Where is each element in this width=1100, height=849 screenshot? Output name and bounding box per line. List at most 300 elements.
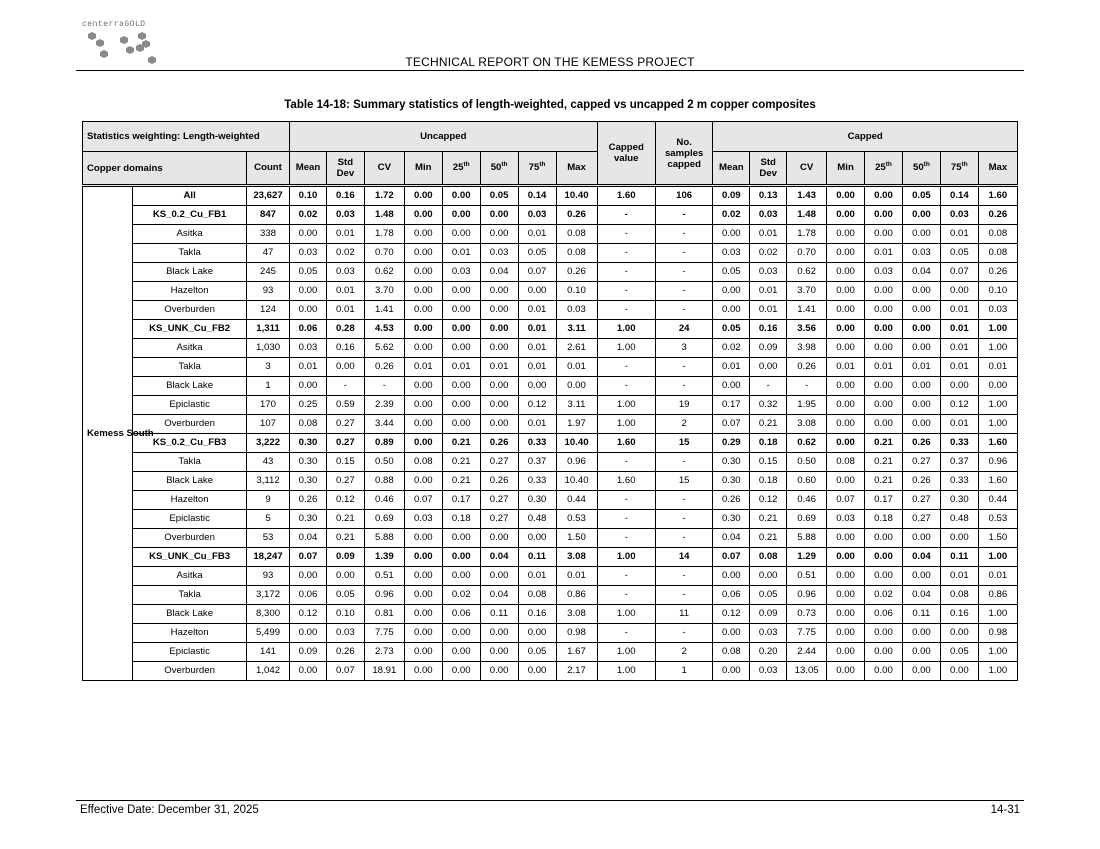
uncapped-value-cell: 0.00 bbox=[326, 567, 364, 586]
uncapped-value-cell: 0.00 bbox=[404, 244, 442, 263]
samples-capped-cell: - bbox=[655, 244, 712, 263]
uncapped-value-cell: 0.96 bbox=[556, 453, 597, 472]
uncapped-value-cell: 0.00 bbox=[480, 396, 518, 415]
capped-stat-cell: 0.00 bbox=[827, 339, 865, 358]
uncapped-value-cell: 0.12 bbox=[290, 605, 327, 624]
uncapped-value-cell: 3.08 bbox=[556, 548, 597, 567]
report-header-title: TECHNICAL REPORT ON THE KEMESS PROJECT bbox=[405, 55, 695, 69]
uncapped-value-cell: 0.05 bbox=[326, 586, 364, 605]
count-cell: 847 bbox=[247, 206, 290, 225]
count-cell: 3,222 bbox=[247, 434, 290, 453]
capped-stat-cell: 1.48 bbox=[787, 206, 827, 225]
uncapped-value-cell: 4.53 bbox=[364, 320, 404, 339]
uncapped-value-cell: 18.91 bbox=[364, 662, 404, 681]
capped-stat-cell: 0.14 bbox=[940, 186, 978, 206]
capped-stat-cell: 0.27 bbox=[902, 510, 940, 529]
count-cell: 93 bbox=[247, 567, 290, 586]
capped-value-cell: 1.00 bbox=[597, 396, 655, 415]
capped-stat-cell: 0.30 bbox=[940, 491, 978, 510]
count-cell: 1,311 bbox=[247, 320, 290, 339]
capped-stat-cell: 0.62 bbox=[787, 263, 827, 282]
capped-stat-cell: 0.05 bbox=[750, 586, 787, 605]
capped-stat-cell: 0.00 bbox=[827, 263, 865, 282]
uncapped-value-cell: 0.00 bbox=[442, 624, 480, 643]
uncapped-value-cell: 0.21 bbox=[442, 453, 480, 472]
capped-stat-cell: 0.00 bbox=[940, 529, 978, 548]
samples-capped-cell: 15 bbox=[655, 472, 712, 491]
samples-capped-cell: - bbox=[655, 206, 712, 225]
uncapped-value-cell: 1.97 bbox=[556, 415, 597, 434]
count-header: Count bbox=[247, 152, 290, 186]
uncapped-value-cell: 0.01 bbox=[404, 358, 442, 377]
capped-stat-cell: 1.95 bbox=[787, 396, 827, 415]
capped-stat-cell: 0.98 bbox=[978, 624, 1017, 643]
count-cell: 107 bbox=[247, 415, 290, 434]
capped-stat-cell: 13.05 bbox=[787, 662, 827, 681]
capped-value-header: Capped value bbox=[597, 122, 655, 186]
uncapped-value-cell: 1.41 bbox=[364, 301, 404, 320]
uncapped-value-cell: 0.00 bbox=[556, 377, 597, 396]
capped-stat-cell: 0.21 bbox=[750, 529, 787, 548]
capped-value-cell: - bbox=[597, 453, 655, 472]
capped-stat-cell: 0.03 bbox=[750, 662, 787, 681]
lithology-row bbox=[83, 624, 1018, 643]
capped-stat-cell: 0.00 bbox=[902, 301, 940, 320]
uncapped-value-cell: 0.02 bbox=[326, 244, 364, 263]
uncapped-value-cell: 0.00 bbox=[480, 567, 518, 586]
capped-value-cell: 1.60 bbox=[597, 472, 655, 491]
capped-stat-cell: 0.01 bbox=[940, 358, 978, 377]
domain-name-cell: Takla bbox=[133, 358, 247, 377]
capped-stat-cell: 0.00 bbox=[865, 567, 903, 586]
capped-value-cell: 1.00 bbox=[597, 320, 655, 339]
uncapped-value-cell: 0.12 bbox=[326, 491, 364, 510]
lithology-row bbox=[83, 415, 1018, 434]
capped-stat-cell: 0.01 bbox=[865, 358, 903, 377]
capped-stat-cell: 0.02 bbox=[750, 244, 787, 263]
capped-stat-cell: 0.26 bbox=[978, 206, 1017, 225]
uncapped-value-cell: 1.72 bbox=[364, 186, 404, 206]
lithology-row bbox=[83, 339, 1018, 358]
capped-stat-cell: 0.00 bbox=[713, 377, 750, 396]
uncapped-value-cell: 0.26 bbox=[556, 263, 597, 282]
capped-stat-cell: 0.51 bbox=[787, 567, 827, 586]
uncapped-value-cell: 0.00 bbox=[404, 225, 442, 244]
uncapped-value-cell: 0.00 bbox=[442, 206, 480, 225]
capped-stat-cell: 0.18 bbox=[865, 510, 903, 529]
uncapped-value-cell: 0.01 bbox=[556, 358, 597, 377]
capped-stat-cell: - bbox=[750, 377, 787, 396]
capped-stat-cell: 0.37 bbox=[940, 453, 978, 472]
uncapped-value-cell: 0.03 bbox=[518, 206, 556, 225]
capped-stat-cell: 0.26 bbox=[978, 263, 1017, 282]
uncapped-value-cell: 2.61 bbox=[556, 339, 597, 358]
capped-stat-cell: 0.08 bbox=[978, 244, 1017, 263]
uncapped-value-cell: 0.69 bbox=[364, 510, 404, 529]
uncapped-value-cell: 0.00 bbox=[442, 567, 480, 586]
uncapped-value-cell: 0.62 bbox=[364, 263, 404, 282]
uncapped-value-cell: 0.26 bbox=[480, 434, 518, 453]
uncapped-value-cell: 0.21 bbox=[442, 472, 480, 491]
uncapped-value-cell: 0.00 bbox=[480, 320, 518, 339]
count-cell: 124 bbox=[247, 301, 290, 320]
weighting-header: Statistics weighting: Length-weighted bbox=[83, 122, 290, 152]
lithology-row bbox=[83, 301, 1018, 320]
capped-stat-cell: 0.00 bbox=[750, 358, 787, 377]
uncapped-value-cell: 0.00 bbox=[290, 662, 327, 681]
capped-stat-cell: 0.33 bbox=[940, 472, 978, 491]
capped-stat-cell: 0.00 bbox=[865, 186, 903, 206]
count-cell: 245 bbox=[247, 263, 290, 282]
uncapped-value-cell: 0.37 bbox=[518, 453, 556, 472]
capped-stat-cell: 0.00 bbox=[940, 282, 978, 301]
domain-name-cell: Hazelton bbox=[133, 282, 247, 301]
uncapped-value-cell: 0.01 bbox=[442, 358, 480, 377]
uncapped-value-cell: 1.48 bbox=[364, 206, 404, 225]
uncapped-value-cell: 0.01 bbox=[480, 358, 518, 377]
uncapped-value-cell: 0.00 bbox=[290, 301, 327, 320]
samples-capped-cell: 15 bbox=[655, 434, 712, 453]
samples-capped-cell: 2 bbox=[655, 643, 712, 662]
uncapped-value-cell: 0.14 bbox=[518, 186, 556, 206]
lithology-row bbox=[83, 586, 1018, 605]
uncapped-value-cell: 0.00 bbox=[480, 301, 518, 320]
uncapped-value-cell: 0.01 bbox=[518, 339, 556, 358]
capped-stat-cell: 0.00 bbox=[902, 320, 940, 339]
capped-stat-cell: 0.00 bbox=[902, 662, 940, 681]
uncapped-value-cell: 7.75 bbox=[364, 624, 404, 643]
capped-stat-cell: 0.01 bbox=[940, 225, 978, 244]
uncapped-value-cell: 0.01 bbox=[518, 301, 556, 320]
capped-stat-cell: 0.60 bbox=[787, 472, 827, 491]
capped-value-cell: 1.00 bbox=[597, 548, 655, 567]
domain-name-cell: Hazelton bbox=[133, 624, 247, 643]
count-cell: 9 bbox=[247, 491, 290, 510]
lithology-row bbox=[83, 605, 1018, 624]
capped-stat-cell: 0.00 bbox=[902, 396, 940, 415]
uncapped-value-cell: 0.01 bbox=[326, 301, 364, 320]
capped-stat-cell: 0.17 bbox=[865, 491, 903, 510]
lithology-row bbox=[83, 282, 1018, 301]
samples-capped-cell: - bbox=[655, 624, 712, 643]
uncapped-value-cell: - bbox=[326, 377, 364, 396]
uncapped-value-cell: 0.07 bbox=[326, 662, 364, 681]
samples-capped-header: No. samples capped bbox=[655, 122, 712, 186]
domain-name-cell: Overburden bbox=[133, 301, 247, 320]
domain-row bbox=[83, 548, 1018, 567]
uncapped-value-cell: 0.30 bbox=[518, 491, 556, 510]
uncapped-value-cell: 0.03 bbox=[290, 244, 327, 263]
capped-value-cell: - bbox=[597, 244, 655, 263]
capped-stat-cell: 0.09 bbox=[713, 186, 750, 206]
uncapped-group-header: Uncapped bbox=[290, 122, 597, 152]
count-cell: 1,030 bbox=[247, 339, 290, 358]
capped-stat-cell: 0.16 bbox=[750, 320, 787, 339]
capped-stat-cell: 0.15 bbox=[750, 453, 787, 472]
uncapped-value-cell: 0.00 bbox=[518, 377, 556, 396]
capped-stat-cell: 0.30 bbox=[713, 453, 750, 472]
capped-stat-cell: 0.00 bbox=[865, 301, 903, 320]
uncapped-value-cell: 0.09 bbox=[326, 548, 364, 567]
capped-stat-cell: 0.04 bbox=[902, 263, 940, 282]
uncapped-value-cell: 10.40 bbox=[556, 186, 597, 206]
uncapped-value-cell: 0.50 bbox=[364, 453, 404, 472]
capped-stat-cell: 0.26 bbox=[713, 491, 750, 510]
capped-stat-cell: 0.01 bbox=[827, 358, 865, 377]
lithology-row bbox=[83, 396, 1018, 415]
uncapped-value-cell: 0.27 bbox=[480, 453, 518, 472]
capped-stat-cell: 0.21 bbox=[865, 472, 903, 491]
uncapped-value-cell: 0.00 bbox=[404, 377, 442, 396]
count-cell: 3,172 bbox=[247, 586, 290, 605]
capped-value-cell: 1.00 bbox=[597, 415, 655, 434]
capped-stat-cell: 0.01 bbox=[940, 320, 978, 339]
uncapped-value-cell: 0.00 bbox=[442, 301, 480, 320]
capped-stat-cell: 0.06 bbox=[713, 586, 750, 605]
uncapped-value-cell: 0.00 bbox=[442, 282, 480, 301]
capped-stat-cell: 0.32 bbox=[750, 396, 787, 415]
domain-name-cell: Asitka bbox=[133, 339, 247, 358]
capped-stat-cell: 1.00 bbox=[978, 339, 1017, 358]
capped-value-cell: - bbox=[597, 529, 655, 548]
capped-stat-cell: 0.01 bbox=[978, 567, 1017, 586]
uncapped-value-cell: 0.06 bbox=[290, 586, 327, 605]
capped-stat-cell: 0.00 bbox=[827, 415, 865, 434]
uncapped-value-cell: 0.04 bbox=[480, 548, 518, 567]
count-cell: 47 bbox=[247, 244, 290, 263]
uncapped-value-cell: 0.00 bbox=[442, 186, 480, 206]
capped-stat-cell: 0.17 bbox=[713, 396, 750, 415]
capped-stat-cell: 0.10 bbox=[978, 282, 1017, 301]
capped-value-cell: - bbox=[597, 206, 655, 225]
capped-stat-cell: 0.00 bbox=[827, 301, 865, 320]
capped-stat-cell: 0.03 bbox=[902, 244, 940, 263]
capped-stat-cell: 0.00 bbox=[827, 624, 865, 643]
capped-stat-cell: 0.07 bbox=[713, 548, 750, 567]
uncapped-value-cell: 0.07 bbox=[404, 491, 442, 510]
capped-stat-cell: 0.08 bbox=[713, 643, 750, 662]
domain-name-cell: Takla bbox=[133, 453, 247, 472]
uncapped-value-cell: 3.08 bbox=[556, 605, 597, 624]
count-cell: 5 bbox=[247, 510, 290, 529]
uncapped-value-cell: 0.46 bbox=[364, 491, 404, 510]
uncapped-value-cell: 0.00 bbox=[404, 624, 442, 643]
uncapped-value-cell: 0.00 bbox=[404, 396, 442, 415]
capped-stat-cell: 3.98 bbox=[787, 339, 827, 358]
uncapped-value-cell: 0.26 bbox=[290, 491, 327, 510]
uncapped-value-cell: 0.01 bbox=[518, 225, 556, 244]
lithology-row bbox=[83, 643, 1018, 662]
capped-stat-cell: 0.08 bbox=[750, 548, 787, 567]
uncapped-value-cell: 0.00 bbox=[518, 624, 556, 643]
capped-stat-cell: 0.00 bbox=[713, 225, 750, 244]
capped-stat-cell: 0.00 bbox=[713, 567, 750, 586]
uncapped-value-cell: 0.06 bbox=[442, 605, 480, 624]
lithology-row bbox=[83, 510, 1018, 529]
domain-name-cell: Epiclastic bbox=[133, 643, 247, 662]
capped-stat-cell: 0.08 bbox=[940, 586, 978, 605]
capped-stat-cell: 0.27 bbox=[902, 453, 940, 472]
capped-stat-cell: 3.08 bbox=[787, 415, 827, 434]
uncapped-value-cell: 0.00 bbox=[442, 643, 480, 662]
capped-stat-cell: 0.00 bbox=[902, 225, 940, 244]
capped-stat-cell: 0.00 bbox=[865, 377, 903, 396]
uncapped-value-cell: 0.27 bbox=[480, 510, 518, 529]
capped-stat-cell: 0.53 bbox=[978, 510, 1017, 529]
uncapped-value-cell: 0.03 bbox=[326, 206, 364, 225]
capped-stat-cell: 0.05 bbox=[713, 263, 750, 282]
capped-stat-cell: 0.04 bbox=[902, 586, 940, 605]
capped-stat-cell: 0.00 bbox=[827, 244, 865, 263]
capped-stat-cell: 0.05 bbox=[940, 643, 978, 662]
capped-stat-cell: 0.00 bbox=[827, 548, 865, 567]
capped-stat-cell: 0.05 bbox=[940, 244, 978, 263]
uncapped-value-cell: 0.96 bbox=[364, 586, 404, 605]
capped-stat-cell: 0.26 bbox=[902, 434, 940, 453]
samples-capped-cell: 11 bbox=[655, 605, 712, 624]
capped-stat-cell: 0.00 bbox=[978, 377, 1017, 396]
uncapped-value-cell: 0.00 bbox=[442, 529, 480, 548]
domain-name-cell: Overburden bbox=[133, 662, 247, 681]
capped-stat-cell: 0.02 bbox=[713, 339, 750, 358]
capped-value-cell: 1.60 bbox=[597, 186, 655, 206]
uncapped-value-cell: 0.00 bbox=[442, 662, 480, 681]
uncapped-value-cell: 0.05 bbox=[518, 643, 556, 662]
capped-stat-cell: 5.88 bbox=[787, 529, 827, 548]
domain-name-cell: Black Lake bbox=[133, 263, 247, 282]
samples-capped-cell: 106 bbox=[655, 186, 712, 206]
logo-wordmark: centerraGOLD bbox=[82, 20, 146, 29]
capped-value-cell: - bbox=[597, 377, 655, 396]
uncapped-value-cell: 2.39 bbox=[364, 396, 404, 415]
region-cell: Kemess South bbox=[83, 186, 133, 681]
uncapped-value-cell: 0.10 bbox=[556, 282, 597, 301]
capped-stat-cell: 0.00 bbox=[865, 282, 903, 301]
capped-p25-header: 25th bbox=[865, 152, 903, 186]
domain-name-cell: KS_UNK_Cu_FB2 bbox=[133, 320, 247, 339]
capped-stat-cell: 0.00 bbox=[865, 206, 903, 225]
capped-stat-cell: 0.00 bbox=[750, 567, 787, 586]
uncapped-value-cell: 0.00 bbox=[480, 282, 518, 301]
domain-name-cell: Black Lake bbox=[133, 605, 247, 624]
uncapped-value-cell: 0.00 bbox=[290, 282, 327, 301]
samples-capped-cell: - bbox=[655, 586, 712, 605]
capped-stat-cell: 0.18 bbox=[750, 434, 787, 453]
uncapped-p25-header: 25th bbox=[442, 152, 480, 186]
capped-stat-cell: 0.00 bbox=[902, 415, 940, 434]
capped-value-cell: - bbox=[597, 301, 655, 320]
capped-value-cell: - bbox=[597, 586, 655, 605]
count-cell: 53 bbox=[247, 529, 290, 548]
capped-stat-cell: 0.48 bbox=[940, 510, 978, 529]
count-cell: 1 bbox=[247, 377, 290, 396]
uncapped-value-cell: 0.27 bbox=[480, 491, 518, 510]
capped-max-header: Max bbox=[978, 152, 1017, 186]
table-caption: Table 14-18: Summary statistics of length-weighted, capped vs uncapped 2 m copper composites bbox=[284, 99, 816, 111]
capped-stat-cell: 0.03 bbox=[750, 624, 787, 643]
capped-stat-cell: 1.78 bbox=[787, 225, 827, 244]
uncapped-value-cell: 0.16 bbox=[518, 605, 556, 624]
uncapped-value-cell: 0.30 bbox=[290, 453, 327, 472]
capped-stat-cell: 0.07 bbox=[713, 415, 750, 434]
capped-value-cell: 1.60 bbox=[597, 434, 655, 453]
capped-stat-cell: 0.16 bbox=[940, 605, 978, 624]
capped-stat-cell: 0.01 bbox=[978, 358, 1017, 377]
capped-stat-cell: 0.00 bbox=[827, 282, 865, 301]
capped-stat-cell: 0.96 bbox=[787, 586, 827, 605]
capped-stat-cell: 1.00 bbox=[978, 396, 1017, 415]
uncapped-value-cell: 1.67 bbox=[556, 643, 597, 662]
uncapped-value-cell: 0.00 bbox=[404, 529, 442, 548]
capped-stat-cell: 0.00 bbox=[940, 662, 978, 681]
capped-stat-cell: 0.00 bbox=[827, 605, 865, 624]
count-cell: 23,627 bbox=[247, 186, 290, 206]
capped-stat-cell: 1.00 bbox=[978, 643, 1017, 662]
uncapped-value-cell: 0.00 bbox=[518, 529, 556, 548]
uncapped-value-cell: 0.03 bbox=[404, 510, 442, 529]
uncapped-value-cell: 0.33 bbox=[518, 434, 556, 453]
table-body bbox=[83, 186, 1018, 681]
samples-capped-cell: - bbox=[655, 529, 712, 548]
count-cell: 43 bbox=[247, 453, 290, 472]
uncapped-value-cell: 0.00 bbox=[480, 662, 518, 681]
uncapped-value-cell: 1.78 bbox=[364, 225, 404, 244]
capped-value-cell: - bbox=[597, 263, 655, 282]
capped-stat-cell: 0.09 bbox=[750, 339, 787, 358]
capped-stat-cell: 0.00 bbox=[902, 529, 940, 548]
capped-stat-cell: 0.02 bbox=[713, 206, 750, 225]
uncapped-value-cell: 0.26 bbox=[556, 206, 597, 225]
capped-stat-cell: 0.00 bbox=[902, 643, 940, 662]
uncapped-value-cell: 0.04 bbox=[290, 529, 327, 548]
capped-stat-cell: 1.00 bbox=[978, 548, 1017, 567]
uncapped-value-cell: 0.00 bbox=[404, 415, 442, 434]
uncapped-value-cell: 0.00 bbox=[326, 358, 364, 377]
capped-stat-cell: 0.86 bbox=[978, 586, 1017, 605]
lithology-row bbox=[83, 377, 1018, 396]
domain-name-cell: Epiclastic bbox=[133, 510, 247, 529]
lithology-row bbox=[83, 358, 1018, 377]
capped-stat-cell: 0.01 bbox=[865, 244, 903, 263]
uncapped-value-cell: 0.00 bbox=[404, 301, 442, 320]
uncapped-value-cell: 0.00 bbox=[442, 225, 480, 244]
uncapped-value-cell: 0.00 bbox=[290, 567, 327, 586]
uncapped-value-cell: 0.81 bbox=[364, 605, 404, 624]
samples-capped-cell: - bbox=[655, 358, 712, 377]
uncapped-value-cell: 0.03 bbox=[326, 624, 364, 643]
uncapped-value-cell: 0.00 bbox=[442, 396, 480, 415]
uncapped-value-cell: 0.03 bbox=[556, 301, 597, 320]
uncapped-value-cell: 0.17 bbox=[442, 491, 480, 510]
capped-stat-cell: 0.26 bbox=[787, 358, 827, 377]
capped-stat-cell: 0.03 bbox=[978, 301, 1017, 320]
samples-capped-cell: - bbox=[655, 282, 712, 301]
capped-stat-cell: 0.01 bbox=[940, 415, 978, 434]
uncapped-value-cell: 0.00 bbox=[442, 339, 480, 358]
domain-row bbox=[83, 434, 1018, 453]
capped-stat-cell: 0.01 bbox=[940, 301, 978, 320]
uncapped-value-cell: 0.01 bbox=[518, 358, 556, 377]
samples-capped-cell: 24 bbox=[655, 320, 712, 339]
domain-name-cell: Black Lake bbox=[133, 377, 247, 396]
uncapped-value-cell: 0.03 bbox=[290, 339, 327, 358]
capped-p50-header: 50th bbox=[902, 152, 940, 186]
samples-capped-cell: - bbox=[655, 567, 712, 586]
capped-stat-cell: 0.00 bbox=[865, 339, 903, 358]
capped-stat-cell: 0.46 bbox=[787, 491, 827, 510]
samples-capped-cell: - bbox=[655, 263, 712, 282]
capped-stat-cell: 0.00 bbox=[827, 643, 865, 662]
